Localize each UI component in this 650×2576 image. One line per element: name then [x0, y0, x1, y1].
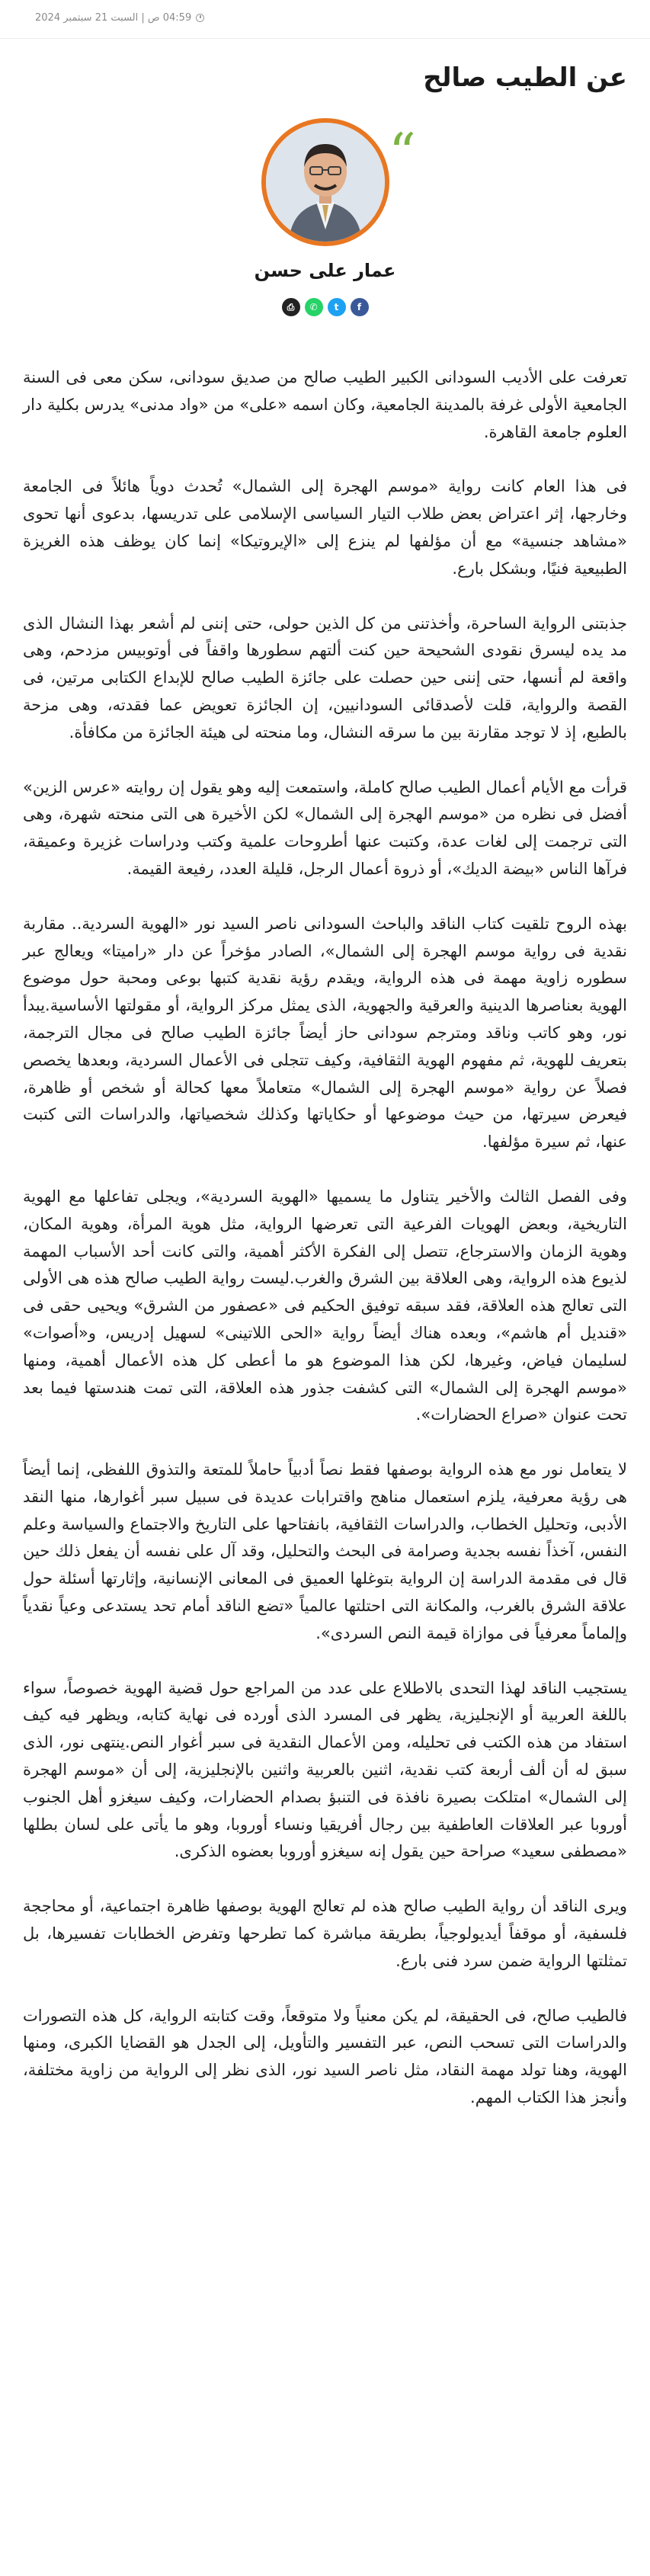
- article-paragraph: فى هذا العام كانت رواية «موسم الهجرة إلى الشمال» تُحدث دوياً هائلاً فى الجامعة وخارجها، إثر اعتراض بعض طلاب التيار السياسى الإسلامى على تدريسها، بدعوى أنها تحوى «مشاهد جنسية» مع أن مؤلفها لم ينزع إلى «الإيروتيكا» إنما كان يوظف هذه الغريزة الطبيعية فنيًا، وبشكل بارع.: [23, 477, 627, 578]
- article-body: [23, 364, 627, 2139]
- article-paragraph: فالطيب صالح، فى الحقيقة، لم يكن معنياً ولا متوقعاً، وقت كتابته الرواية، كل هذه التصورات والدراسات التى تسحب النص، عبر التفسير والتأويل، إلى الجدل هو القضايا الكبرى، ومنها الهوية، وهنا تولد مهمة النقاد، مثل ناصر السيد نور، الذى نظر إلى الرواية من زاوية مختلفة، وأنجز هذا الكتاب المهم.: [23, 2006, 627, 2107]
- article-paragraph: يستجيب الناقد لهذا التحدى بالاطلاع على عدد من المراجع حول قضية الهوية خصوصاً، سواء باللغة العربية أو الإنجليزية، يظهر فى المسرد الذى أورده فى نهاية كتابه، ويظهر فيه كيف استفاد من هذه الكتب فى تحليله، ومن الأعمال النقدية فى سبر أغوار النص.ينتهى نور، الذى سبق له أن ألف أربعة كتب نقدية، اثنين بالعربية واثنين بالإنجليزية، إلى أن «موسم الهجرة إلى الشمال» امتلكت بصيرة نافذة فى التنبؤ بصدام الحضارات، وكيف سيغزو أهل الجنوب أوروبا عبر العلاقات العاطفية بين رجال أفريقيا ونساء أوروبا، وهو ما يأتى على لسان بطلها «مصطفى سعيد» صراحة حين يقول إنه سيغزو أوروبا بعضوه الذكرى.: [23, 1678, 627, 1861]
- publish-datetime: [35, 12, 204, 24]
- article-paragraph: ويرى الناقد أن رواية الطيب صالح هذه لم تعالج الهوية بوصفها ظاهرة اجتماعية، أو محاججة فلسفية، أو موقفاً أيديولوجياً، بطريقة مباشرة كما تطرحها وتفرض الخطابات تفسيرها، بل تمثلتها الرواية ضمن سرد فنى بارع.: [23, 1897, 627, 1970]
- article-paragraph: تعرفت على الأديب السودانى الكبير الطيب صالح من صديق سودانى، سكن معى فى السنة الجامعية الأولى غرفة بالمدينة الجامعية، وكان اسمه «على» من «واد مدنى» يدرس بكلية دار العلوم جامعة القاهرة.: [23, 368, 627, 441]
- facebook-icon[interactable]: f: [351, 298, 369, 316]
- author-block: [0, 118, 650, 316]
- divider: [0, 38, 650, 39]
- author-photo-icon: [266, 123, 385, 242]
- author-name[interactable]: عمار على حسن: [254, 260, 396, 281]
- whatsapp-icon[interactable]: ✆: [305, 298, 323, 316]
- print-icon[interactable]: ⎙: [282, 298, 300, 316]
- author-avatar[interactable]: [261, 118, 389, 246]
- article-paragraph: لا يتعامل نور مع هذه الرواية بوصفها فقط نصاً أدبياً حاملاً للمتعة والتذوق اللفظى، إنما أيضاً هى رؤية معرفية، يلزم استعمال مناهج واقترابات عديدة فى سبيل سبر أغوارها، منها النقد الأدبى، وتحليل الخطاب، والدراسات الثقافية، بانفتاحها على التاريخ والاجتماع والسياسة وعلم النفس، آخذاً نفسه بجدية وصرامة فى البحث والتحليل، وقد آل على نفسه أن يفعل ذلك حين قال فى مقدمة الدراسة إن الرواية بتوغلها العميق فى المعانى الإنسانية، وإثارتها أسئلة حول علاقة الشرق بالغرب، والمكانة التى احتلتها عالمياً «تضع الناقد أمام تحد يستدعى وعياً نقدياً وإلماماً معرفياً فى موازاة قيمة النص السردى».: [23, 1460, 627, 1642]
- clock-icon: [196, 14, 204, 22]
- article-meta-bar: [0, 11, 650, 27]
- article-title: عن الطيب صالح: [423, 62, 627, 93]
- twitter-icon[interactable]: t: [328, 298, 346, 316]
- article-paragraph: جذبتنى الرواية الساحرة، وأخذتنى من كل الذين حولى، حتى إننى لم أشعر بهذا النشال الذى مد يده ليسرق نقودى الشحيحة حين كنت ألتهم سطورها واقفاً فى أوتوبيس مزدحم، وهى واقعة لم أنسها، حتى إننى حين حصلت على جائزة الطيب صالح للإبداع الكتابى مرتين، فى القصة والرواية، قلت لأصدقائى السودانيين، إن الجائزة تعويض عما فقدته، وهى مزحة بالطبع، إذ لا توجد مقارنة بين ما سرقه النشال، وما منحته لى هيئة الجائزة من مكافأة.: [23, 614, 627, 742]
- article-paragraph: بهذه الروح تلقيت كتاب الناقد والباحث السودانى ناصر السيد نور «الهوية السردية.. مقاربة نقدية فى رواية موسم الهجرة إلى الشمال»، الصادر مؤخراً عن دار «راميتا» ويعالج عبر سطوره زاوية مهمة فى هذه الرواية، ويقدم رؤية نقدية كتبها بوعى ومحبة حول موضوع الهوية بعناصرها الدينية والعرقية والجهوية، الذى يمثل مركز الرواية، أو مقولتها الأساسية.يبدأ نور، وهو كاتب وناقد ومترجم سودانى حاز أيضاً جائزة الطيب صالح فى مجال الترجمة، بتعريف للهوية، ثم مفهوم الهوية الثقافية، وكيف تتجلى فى الأعمال السردية، وبعدها يخصص فصلاً عن رواية «موسم الهجرة إلى الشمال» متعاملاً معها كحالة أو شخص أو ظاهرة، فيعرض سيرتها، من حيث موضوعها أو حكاياتها وكذلك شخصياتها، والدراسات التى كتبت عنها، ثم سيرة مؤلفها.: [23, 914, 627, 1152]
- article-paragraph: قرأت مع الأيام أعمال الطيب صالح كاملة، واستمعت إليه وهو يقول إن روايته «عرس الزين» أفضل فى نظره من «موسم الهجرة إلى الشمال» لكن الأخيرة هى التى منحته شهرة، وهى التى ترجمت إلى لغات عدة، وكتبت عنها أطروحات علمية وكتب ودراسات غزيرة وعميقة، فرآها الناس «بيضة الديك»، أو ذروة أعمال الرجل، قليلة العدد، رفيعة القيمة.: [23, 777, 627, 878]
- share-bar: [0, 298, 650, 316]
- quote-icon: “: [389, 122, 416, 184]
- article-paragraph: وفى الفصل الثالث والأخير يتناول ما يسميها «الهوية السردية»، ويجلى تفاعلها مع الهوية التاريخية، وبعض الهويات الفرعية التى تعرضها الرواية، مثل هوية المرأة، وهوية المكان، وهوية الزمان والاسترجاع، تتصل إلى الفكرة الأكثر أهمية، والتى كانت أحد الأسباب المهمة لذيوع هذه الرواية، وهى العلاقة بين الشرق والغرب.ليست رواية الطيب صالح هذه هى الأولى التى تعالج هذه العلاقة، فقد سبقه توفيق الحكيم فى «عصفور من الشرق» ويحيى حقى فى «قنديل أم هاشم»، وبعده هناك أيضاً رواية «الحى اللاتينى» لسهيل إدريس، و«أصوات» لسليمان فياض، وغيرها، لكن هذا الموضوع هو ما أعطى كل هذه الأعمال أهمية، ومنها «موسم الهجرة إلى الشمال» التى كشفت جذور هذه العلاقة، التى تمت هندستها فيما بعد تحت عنوان «صراع الحضارات».: [23, 1187, 627, 1424]
- publish-datetime-text: 04:59 ص | السبت 21 سبتمبر 2024: [35, 12, 192, 24]
